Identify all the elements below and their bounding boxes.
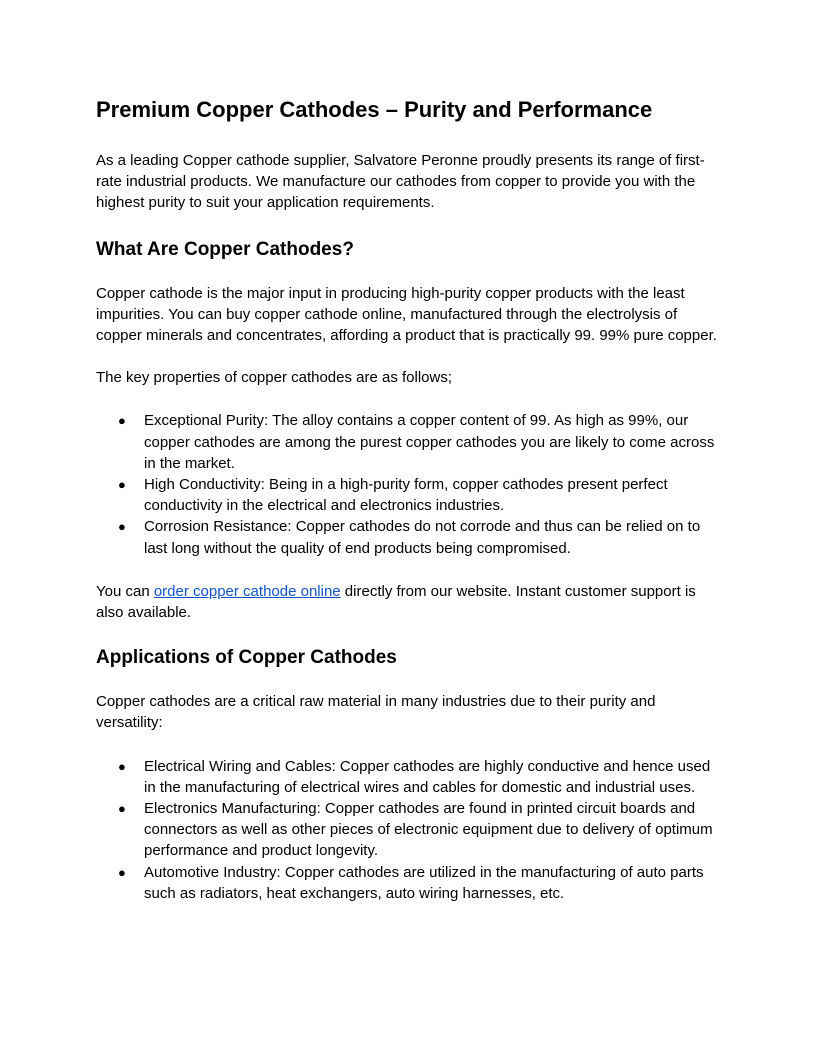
list-item-text: Electronics Manufacturing: Copper cathodes are found in printed circuit boards and connectors as well as other pieces of electronic equipment due to delivery of optimum performance and product longevity. [144, 800, 713, 860]
bullet-icon: ● [118, 477, 126, 493]
list-item [96, 798, 724, 862]
section-heading-what: What Are Copper Cathodes? [96, 238, 354, 260]
list-item-text: Automotive Industry: Copper cathodes are utilized in the manufacturing of auto parts such as radiators, heat exchangers, auto wiring harnesses, etc. [144, 863, 704, 902]
applications-paragraph: Copper cathodes are a critical raw material in many industries due to their purity and versatility: [96, 693, 656, 732]
properties-list [96, 410, 724, 558]
bullet-icon: ● [118, 864, 126, 880]
order-paragraph [96, 581, 724, 623]
bullet-icon: ● [118, 413, 126, 429]
list-item [96, 410, 724, 474]
intro-paragraph: As a leading Copper cathode supplier, Salvatore Peronne proudly presents its range of first-rate industrial products. We manufacture our cathodes from copper to provide you with the highest purity to suit your application requirements. [96, 152, 705, 212]
list-item [96, 862, 724, 904]
document-content [96, 96, 724, 904]
page-title: Premium Copper Cathodes – Purity and Performance [96, 97, 653, 122]
bullet-icon: ● [118, 519, 126, 535]
bullet-icon: ● [118, 801, 126, 817]
section-heading-applications: Applications of Copper Cathodes [96, 647, 397, 669]
what-paragraph: Copper cathode is the major input in producing high-purity copper products with the least impurities. You can buy copper cathode online, manufactured through the electrolysis of copper minerals and concentrates, affording a product that is practically 99. 99% pure copper. [96, 284, 717, 345]
list-item [96, 516, 724, 558]
list-item-text: Corrosion Resistance: Copper cathodes do not corrode and thus can be relied on to last long without the quality of end products being compromised. [144, 518, 701, 557]
order-online-link[interactable]: order copper cathode online [153, 582, 341, 600]
properties-intro: The key properties of copper cathodes are as follows; [96, 369, 453, 387]
list-item [96, 474, 724, 516]
bullet-icon: ● [118, 758, 126, 774]
order-text-after: directly from our website. Instant customer support is also available. [96, 582, 696, 622]
list-item-text: Exceptional Purity: The alloy contains a copper content of 99. As high as 99%, our copper cathodes are among the purest copper cathodes you are likely to come across in the market. [144, 412, 715, 472]
order-text-before: You can [96, 582, 154, 600]
list-item-text: High Conductivity: Being in a high-purity form, copper cathodes present perfect conductivity in the electrical and electronics industries. [144, 476, 668, 515]
list-item-text: Electrical Wiring and Cables: Copper cathodes are highly conductive and hence used in the manufacturing of electrical wires and cables for domestic and industrial uses. [144, 757, 711, 796]
list-item [96, 756, 724, 798]
applications-list [96, 756, 724, 904]
